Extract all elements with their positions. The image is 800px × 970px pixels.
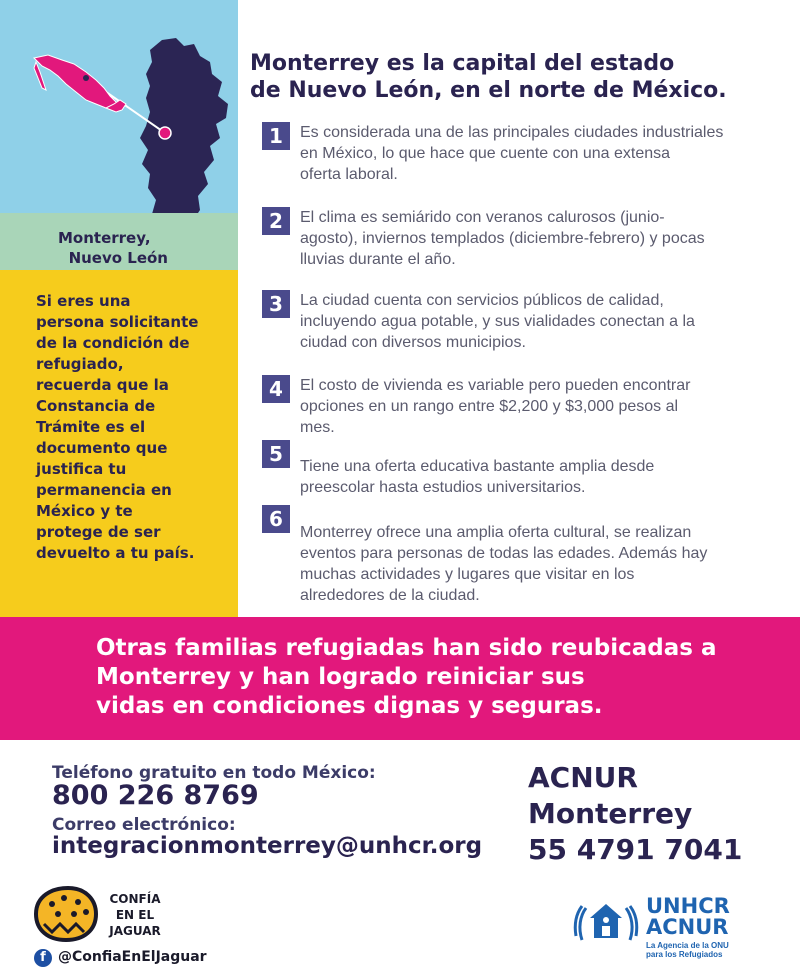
item-line: El costo de vivienda es variable pero pueden encontrar — [300, 377, 691, 394]
page-title — [250, 50, 790, 104]
item-number-badge: 5 — [262, 440, 290, 468]
city-label-line: Monterrey, — [58, 229, 151, 247]
facebook-handle[interactable]: @ConfiaEnElJaguar — [58, 949, 207, 965]
item-number-badge: 1 — [262, 122, 290, 150]
note-line: Trámite es el — [36, 418, 146, 436]
item-line: El clima es semiárido con veranos calurosos (junio- — [300, 209, 665, 226]
item-number-badge: 6 — [262, 505, 290, 533]
jaguar-line: JAGUAR — [109, 924, 161, 938]
unhcr-name: UNHCR — [646, 894, 730, 918]
item-number-badge: 4 — [262, 375, 290, 403]
banner-text — [96, 634, 776, 721]
email-label: Correo electrónico: — [52, 815, 236, 835]
note-line: de la condición de — [36, 334, 190, 352]
note-line: Constancia de — [36, 397, 156, 415]
banner-line: Monterrey y han logrado reiniciar sus — [96, 664, 585, 690]
item-line: Tiene una oferta educativa bastante amplia desde — [300, 458, 655, 475]
title-line: Monterrey es la capital del estado — [250, 51, 675, 76]
note-line: recuerda que la — [36, 376, 169, 394]
note-line: justifica tu — [36, 460, 127, 478]
map-panel — [0, 0, 238, 213]
item-line: lluvias durante el año. — [300, 251, 456, 268]
acnur-phone[interactable]: 55 4791 7041 — [528, 833, 743, 866]
item-line: agosto), inviernos templados (diciembre-febrero) y pocas — [300, 230, 705, 247]
unhcr-tagline-line: para los Refugiados — [646, 950, 723, 959]
title-line: de Nuevo León, en el norte de México. — [250, 78, 727, 103]
acnur-office-block — [528, 760, 742, 868]
note-line: protege de ser — [36, 523, 161, 541]
unhcr-tagline — [646, 941, 729, 959]
item-line: alrededores de la ciudad. — [300, 587, 480, 604]
item-line: ciudad con diversos municipios. — [300, 334, 526, 351]
item-line: opciones en un rango entre $2,200 y $3,000 pesos al — [300, 398, 679, 415]
mexico-map-icon — [34, 55, 126, 112]
note-line: Si eres una — [36, 292, 131, 310]
item-line: incluyendo agua potable, y sus vialidades conectan a la — [300, 313, 695, 330]
item-line: eventos para personas de todas las edades. Además hay — [300, 545, 708, 562]
item-line: preescolar hasta estudios universitarios. — [300, 479, 586, 496]
phone-number[interactable]: 800 226 8769 — [52, 780, 259, 811]
item-line: mes. — [300, 419, 335, 436]
item-text — [300, 122, 770, 185]
item-line: Monterrey ofrece una amplia oferta cultural, se realizan — [300, 524, 692, 541]
unhcr-emblem-icon — [570, 896, 642, 946]
email-link[interactable]: integracionmonterrey@unhcr.org — [52, 833, 483, 859]
banner-line: vidas en condiciones dignas y seguras. — [96, 693, 603, 719]
city-label-line: Nuevo León — [68, 249, 168, 267]
item-text — [300, 290, 770, 353]
item-line: La ciudad cuenta con servicios públicos de calidad, — [300, 292, 664, 309]
item-line: en México, lo que hace que cuente con una extensa — [300, 145, 671, 162]
jaguar-line: EN EL — [115, 908, 155, 922]
item-number-badge: 3 — [262, 290, 290, 318]
jaguar-icon — [30, 884, 100, 944]
facebook-icon: f — [34, 949, 52, 967]
note-line: permanencia en — [36, 481, 172, 499]
banner-line: Otras familias refugiadas han sido reubicadas a — [96, 635, 717, 661]
item-text — [300, 456, 770, 498]
phone-label: Teléfono gratuito en todo México: — [52, 763, 376, 783]
item-line: muchas actividades y lugares que visitar en los — [300, 566, 635, 583]
note-line: refugiado, — [36, 355, 124, 373]
unhcr-wordmark — [646, 896, 730, 938]
note-line: devuelto a tu país. — [36, 544, 195, 562]
city-label — [58, 228, 168, 268]
jaguar-campaign-name — [100, 891, 170, 939]
acnur-line: Monterrey — [528, 797, 693, 830]
unhcr-name: ACNUR — [646, 915, 729, 939]
note-line: México y te — [36, 502, 133, 520]
left-column — [0, 0, 238, 617]
acnur-line: ACNUR — [528, 761, 638, 794]
item-text — [300, 375, 770, 438]
item-line: oferta laboral. — [300, 166, 398, 183]
jaguar-line: CONFÍA — [109, 892, 161, 906]
note-line: documento que — [36, 439, 168, 457]
note-line: persona solicitante — [36, 313, 199, 331]
refugee-note — [36, 291, 226, 564]
item-text — [300, 522, 770, 606]
unhcr-tagline-line: La Agencia de la ONU — [646, 941, 729, 950]
item-number-badge: 2 — [262, 207, 290, 235]
item-text — [300, 207, 770, 270]
item-line: Es considerada una de las principales ciudades industriales — [300, 124, 724, 141]
